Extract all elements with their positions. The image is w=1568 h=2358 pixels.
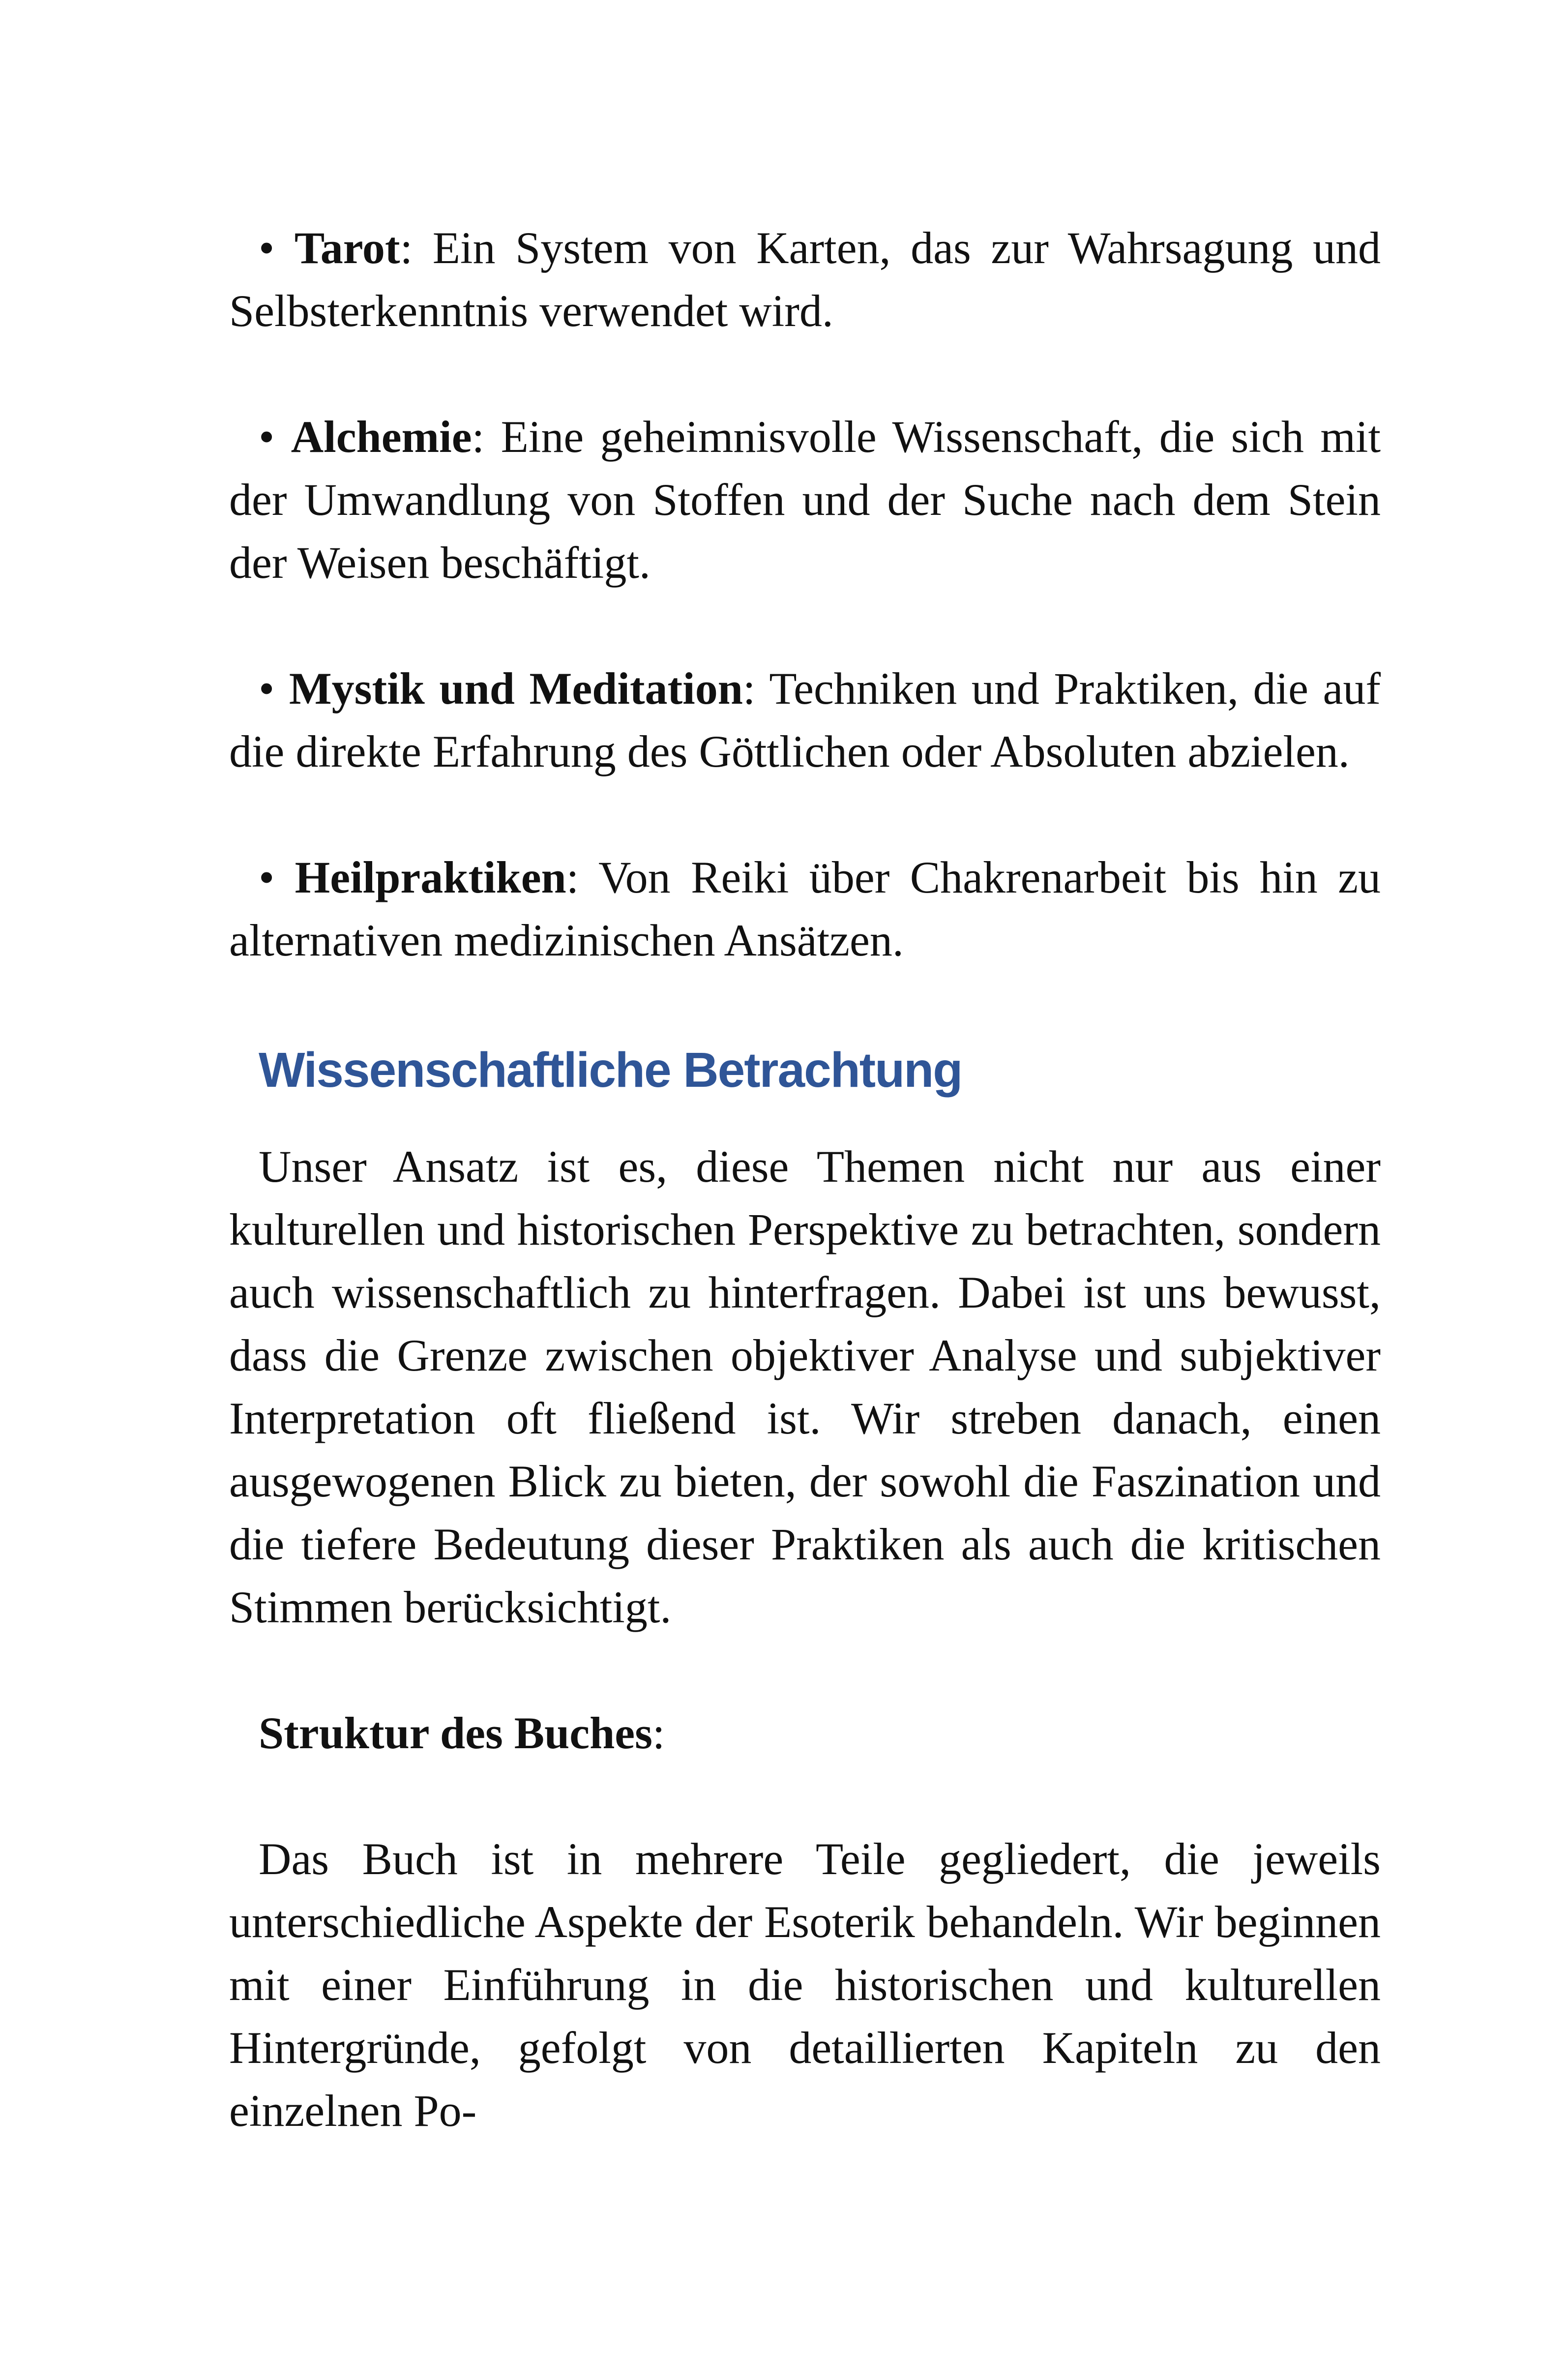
bullet-item-alchemie bbox=[229, 405, 1381, 594]
bullet-text: Techniken und Praktiken, die auf die direkte Erfahrung des Göttlichen oder Absoluten abzielen. bbox=[229, 663, 1381, 776]
bullet-item-mystik bbox=[229, 657, 1381, 783]
structure-separator: : bbox=[652, 1708, 665, 1758]
section-paragraph: Unser Ansatz ist es, diese Themen nicht nur aus einer kulturellen und historischen Perspektive zu betrachten, sondern auch wissenschaftlich zu hinterfragen. Dabei ist uns bewusst, dass die Grenze zwischen objektiver Analyse und subjektiver Interpretation oft fließend ist. Wir streben danach, einen ausgewogenen Blick zu bieten, der sowohl die Faszination und die tiefere Bedeutung dieser Praktiken als auch die kritischen Stimmen berücksichtigt. bbox=[229, 1141, 1381, 1632]
bullet-term: Mystik und Meditation bbox=[289, 663, 743, 714]
bullet-marker: • bbox=[259, 412, 275, 462]
bullet-item-heilpraktiken bbox=[229, 846, 1381, 972]
bullet-term: Alchemie bbox=[291, 412, 472, 462]
bullet-term: Heilpraktiken bbox=[295, 852, 566, 902]
bullet-text: Ein System von Karten, das zur Wahrsagung und Selbsterkenntnis verwendet wird. bbox=[229, 223, 1381, 336]
structure-label: Struktur des Buches bbox=[259, 1708, 652, 1758]
bullet-text: Eine geheimnisvolle Wissenschaft, die sich mit der Umwandlung von Stoffen und der Suche nach dem Stein der Weisen beschäftigt. bbox=[229, 412, 1381, 588]
bullet-separator: : bbox=[742, 663, 756, 714]
structure-label-line bbox=[229, 1701, 1381, 1764]
bullet-term: Tarot bbox=[294, 223, 400, 273]
bullet-marker: • bbox=[259, 223, 275, 273]
bullet-separator: : bbox=[400, 223, 413, 273]
bullet-marker: • bbox=[259, 852, 275, 902]
document-page bbox=[229, 216, 1381, 2142]
bullet-item-tarot bbox=[229, 216, 1381, 342]
bullet-marker: • bbox=[259, 663, 275, 714]
section-heading: Wissenschaftliche Betrachtung bbox=[259, 1043, 962, 1098]
structure-paragraph: Das Buch ist in mehrere Teile gegliedert, die jeweils unterschiedliche Aspekte der Esoterik behandeln. Wir beginnen mit einer Einführung in die historischen und kulturellen Hintergründe, gefolgt von detaillierten Kapiteln zu den einzelnen Po- bbox=[229, 1834, 1381, 2136]
bullet-text: Von Reiki über Chakrenarbeit bis hin zu alternativen medizinischen Ansätzen. bbox=[229, 852, 1381, 965]
bullet-separator: : bbox=[472, 412, 485, 462]
bullet-separator: : bbox=[566, 852, 579, 902]
